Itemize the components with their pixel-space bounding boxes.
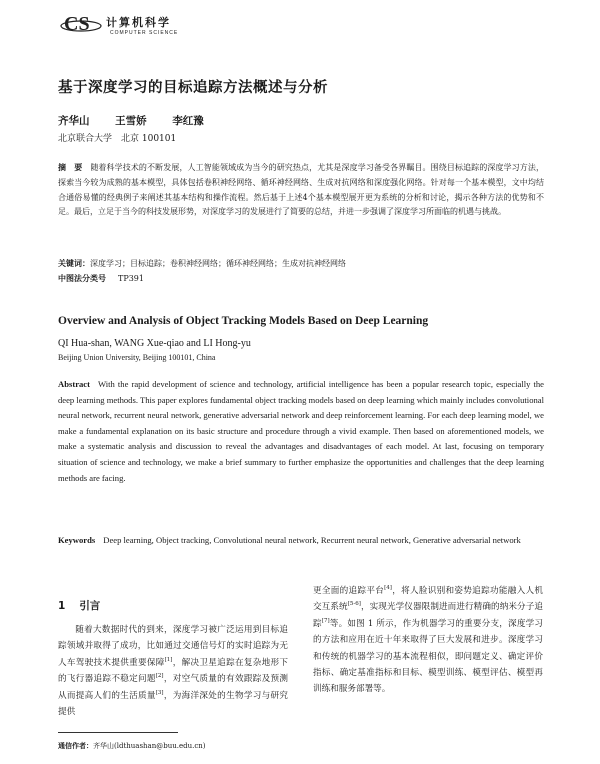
section-title: 引言 — [79, 600, 101, 612]
keywords-en — [58, 533, 544, 549]
logo-text: CS — [64, 13, 90, 35]
journal-header — [60, 10, 540, 40]
abstract-en-text: With the rapid development of science and technology, artificial intelligence has been a popular research topic, especially the deep learning methods. This paper explores fundamental object tracking models based on deep learning which mainly includes convolutional neural network, recurrent neural network, generative adversarial network and deep reinforcement learning. For each deep learning model, we make a fundamental explanation on its basic structure and procedure through a vivid example. Then based on aforementioned models, we make a systematic analysis and discussion to reveal the advantages and disadvantages of each model. At last, focusing on temporary situation of science and technology, we make a brief summary to further emphasize the opportunities and challenges that the deep learning methods are facing. — [58, 379, 544, 483]
classification-code: TP391 — [118, 274, 144, 283]
keywords-en-label: Keywords — [58, 535, 96, 545]
citation-ref: [4] — [384, 585, 392, 592]
affiliation-en: Beijing Union University, Beijing 100101, China — [58, 353, 216, 362]
intro-right-text-3: ，实现光学仪器限制进而进行精确的纳米分子追踪 — [313, 602, 543, 629]
footnote-divider — [58, 732, 178, 733]
section-number: 1 — [58, 600, 66, 612]
abstract-cn — [58, 161, 544, 220]
classification-cn — [58, 273, 144, 284]
journal-name-cn: 计算机科学 — [106, 16, 171, 29]
author-1-cn: 齐华山 — [58, 115, 90, 127]
keywords-cn — [58, 257, 544, 270]
section-heading-intro — [58, 598, 100, 613]
citation-ref: [5-6] — [347, 601, 361, 608]
citation-ref: [3] — [155, 689, 164, 696]
intro-right-text-2: ，将人脸识别和姿势追踪功能融入人机交互系统 — [313, 586, 543, 613]
authors-cn — [58, 113, 226, 128]
intro-paragraph-left — [58, 622, 288, 720]
intro-left-text-2: ，解决卫星追踪在复杂地形下的飞行器追踪不稳定问题 — [58, 657, 288, 685]
intro-left-text-4: ，为海洋深处的生物学习与研究提供 — [58, 690, 288, 718]
abstract-en-label: Abstract — [58, 379, 90, 389]
classification-label: 中图法分类号 — [58, 274, 106, 283]
abstract-cn-label: 摘 要 — [58, 163, 83, 172]
affiliation-cn: 北京联合大学 北京 100101 — [58, 134, 177, 144]
intro-column-right — [313, 583, 543, 698]
abstract-en — [58, 377, 544, 486]
intro-paragraph-right — [313, 583, 543, 698]
intro-left-text-1: 随着大数据时代的到来，深度学习被广泛运用到目标追踪领域并取得了成功，比如通过交通信号灯的实时追踪为无人车驾驶技术提供重要保障 — [58, 625, 288, 668]
citation-ref: [7] — [321, 617, 330, 624]
keywords-cn-text: 深度学习；目标追踪；卷积神经网络；循环神经网络；生成对抗神经网络 — [90, 259, 346, 268]
author-3-cn: 李红豫 — [172, 115, 204, 127]
footnote-label: 通信作者： — [58, 742, 93, 750]
corresponding-author-footnote — [58, 741, 205, 751]
footnote-text: 齐华山(ldthuashan@buu.edu.cn) — [93, 742, 206, 750]
journal-name-en: COMPUTER SCIENCE — [110, 30, 179, 36]
intro-right-text-4: 等。如图 1 所示，作为机器学习的重要分支，深度学习的方法和应用在近十年来取得了巨大发展和进步。深度学习和传统的机器学习的基本流程相似，即问题定义、确定评价指标、确定基准指标和目标、模型训练、模型评估、模型再训练和服务部署等。 — [313, 618, 543, 695]
author-2-cn: 王雪娇 — [115, 115, 147, 127]
paper-title-cn: 基于深度学习的目标追踪方法概述与分析 — [58, 80, 328, 96]
authors-en: QI Hua-shan, WANG Xue-qiao and LI Hong-yu — [58, 338, 251, 349]
keywords-cn-label: 关键词： — [58, 259, 90, 268]
paper-title-en: Overview and Analysis of Object Tracking Models Based on Deep Learning — [58, 315, 429, 327]
citation-ref: [2] — [155, 673, 164, 680]
keywords-en-text: Deep learning, Object tracking, Convolutional neural network, Recurrent neural network, Generative adversarial network — [103, 535, 521, 545]
citation-ref: [1] — [164, 656, 173, 663]
intro-left-text-3: ，对空气质量的有效跟踪及预测从而提高人们的生活质量 — [58, 674, 288, 701]
abstract-cn-text: 随着科学技术的不断发展，人工智能领域成为当今的研究热点，尤其是深度学习备受各界瞩目。围绕目标追踪的深度学习方法，探索当今较为成熟的基本模型，具体包括卷积神经网络、循环神经网络、生成对抗网络和深度强化网络。针对每一个基本模型，文中均结合通俗易懂的经典例子来阐述其基本结构和操作流程。然后基于上述4个基本模型展开更为系统的分析和讨论，揭示各种方法的优势和不足。最后，立足于当今的科技发展形势，对深度学习的发展进行了简要的总结，并进一步强调了深度学习所面临的机遇与挑战。 — [58, 163, 544, 217]
intro-column-left — [58, 622, 288, 720]
journal-logo-icon — [60, 10, 102, 38]
intro-right-text-1: 更全面的追踪平台 — [313, 586, 385, 596]
